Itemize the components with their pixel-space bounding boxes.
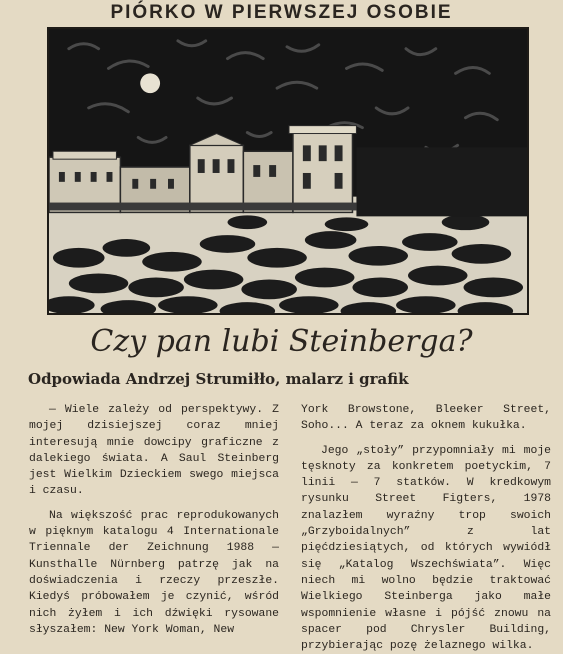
paragraph: Jego „stoły” przypomniały mi moje tęsknoty za konkretem poetyckim, 7 linii — 7 statków. W kredkowym rysunku Street Figters, 1978 znalazłem wyraźny trop swoich „Grzyboidalnych” z lat pięćdziesiątych, od których wywiódł się „Katalog Wszechświata”. Więc niech mi wolno będzie traktować Wielkiego Steinberga jako małe wspomnienie własne i pójść znowu na spacer pod Chrysler Building, przybierając pozę żelaznego wilka. [301, 444, 551, 653]
paragraph: — Wiele zależy od perspektywy. Z mojej dzisiejszej coraz mniej interesują mnie dowcipy graficzne z dalekiego świata. A Saul Steinberg jest Wielkim Dzieckiem swego miejsca i czasu. [29, 404, 279, 498]
night-town-illustration [47, 27, 529, 315]
section-header: PIÓRKO W PIERWSZEJ OSOBIE [110, 2, 453, 23]
illustration-svg [49, 29, 527, 313]
article-column-right [301, 402, 551, 654]
article-headline: Czy pan lubi Steinberga? [90, 324, 473, 359]
article-subheading: Odpowiada Andrzej Strumiłło, malarz i grafik [28, 370, 409, 388]
paragraph: Na większość prac reprodukowanych w pięknym katalogu 4 Internationale Triennale der Zeichnung 1988 — Kunsthalle Nürnberg patrzę jak na doświadczenia i rzeczy przeszłe. Kiedyś próbowałem je czynić, wśród nich żyłem i ich dźwięki rysowane słyszałem: New York Woman, New [29, 509, 279, 636]
moon-icon [140, 73, 160, 93]
article-column-left [29, 402, 279, 638]
paragraph: York Browstone, Bleeker Street, Soho... A teraz za oknem kukułka. [301, 404, 551, 433]
dark-trees [356, 147, 527, 216]
